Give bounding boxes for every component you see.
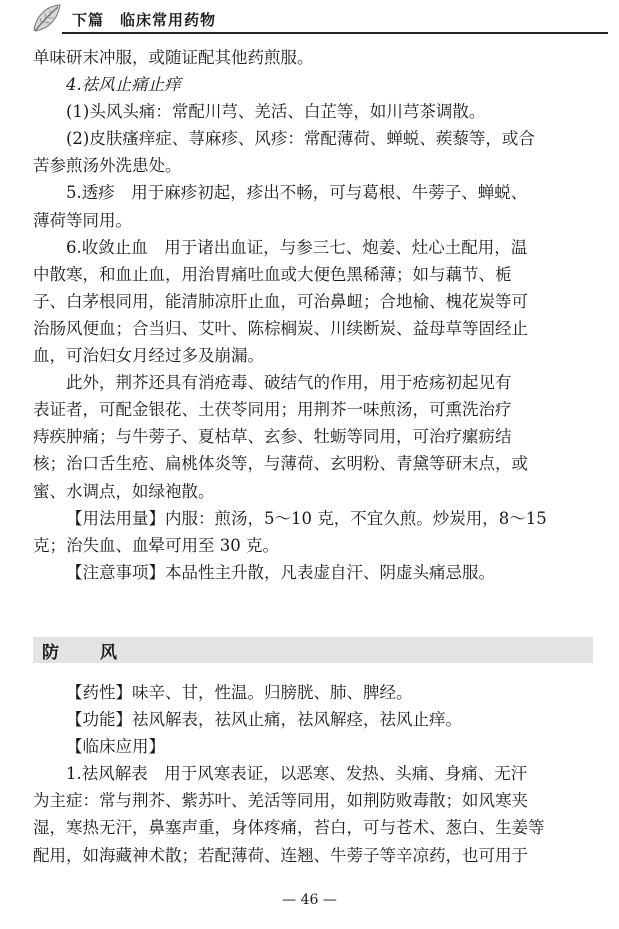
text-line: 1.祛风解表 用于风寒表证，以恶寒、发热、头痛、身痛、无汗: [66, 764, 528, 784]
text-line: (1)头风头痛：常配川芎、羌活、白芷等，如川芎茶调散。: [66, 102, 486, 122]
text-line: 配用，如海藏神术散；若配薄荷、连翘、牛蒡子等辛凉药，也可用于: [33, 845, 528, 865]
text-line: 血，可治妇女月经过多及崩漏。: [33, 346, 264, 366]
text-line: 薄荷等同用。: [33, 210, 132, 230]
text-block-lower: [33, 679, 593, 869]
text-line: 【药性】味辛、甘，性温。归膀胱、肺、脾经。: [66, 683, 413, 702]
text-line: 单味研末冲服，或随证配其他药煎服。: [33, 48, 314, 67]
leaf-icon: [30, 2, 64, 36]
text-line: 表证者，可配金银花、土茯苓同用；用荆芥一味煎汤，可熏洗治疗: [33, 400, 512, 420]
text-line: 6.收敛止血 用于诸出血证，与参三七、炮姜、灶心土配用，温: [66, 237, 528, 257]
section-heading-title: 防 风: [42, 643, 129, 663]
text-line: 子、白茅根同用，能清肺凉肝止血，可治鼻衄；合地榆、槐花炭等可: [33, 291, 528, 311]
text-line: 克；治失血、血晕可用至 30 克。: [33, 535, 279, 555]
page-number: — 46 —: [282, 892, 337, 908]
text-line: 痔疾肿痛；与牛蒡子、夏枯草、玄参、牡蛎等同用，可治疗瘰疬结: [33, 427, 512, 447]
text-line: 核；治口舌生疮、扁桃体炎等，与薄荷、玄明粉、青黛等研末点，或: [33, 454, 528, 474]
text-line: 苦参煎汤外洗患处。: [33, 156, 182, 176]
header-rule: [62, 32, 608, 34]
text-line: 蜜、水调点，如绿袍散。: [33, 481, 215, 501]
text-line: 4.祛风止痛止痒: [66, 75, 181, 95]
header-part-label: 下篇: [72, 11, 105, 29]
text-line: 【临床应用】: [66, 737, 165, 757]
text-line: 为主症：常与荆芥、紫苏叶、羌活等同用，如荆防败毒散；如风寒夹: [33, 791, 528, 811]
text-line: 【用法用量】内服：煎汤，5～10 克，不宜久煎。炒炭用，8～15: [66, 508, 547, 528]
text-line: 5.透疹 用于麻疹初起，疹出不畅，可与葛根、牛蒡子、蝉蜕、: [66, 183, 528, 203]
text-line: 【注意事项】本品性主升散，凡表虚自汗、阴虚头痛忌服。: [66, 562, 495, 582]
text-line: 湿，寒热无汗，鼻塞声重，身体疼痛，苔白，可与苍术、葱白、生姜等: [33, 818, 545, 838]
text-line: 治肠风便血；合当归、艾叶、陈棕榈炭、川续断炭、益母草等固经止: [33, 318, 528, 338]
header-chapter-title: 临床常用药物: [120, 11, 217, 29]
text-line: 【功能】祛风解表，祛风止痛，祛风解痉，祛风止痒。: [66, 710, 462, 730]
text-block-upper: [33, 44, 593, 586]
text-line: 此外，荆芥还具有消疮毒、破结气的作用，用于疮疡初起见有: [66, 373, 512, 393]
text-line: (2)皮肤瘙痒症、荨麻疹、风疹：常配薄荷、蝉蜕、蒺藜等，或合: [66, 129, 535, 149]
running-header: [0, 0, 619, 38]
text-line: 中散寒，和血止血，用治胃痛吐血或大便色黑稀薄；如与藕节、栀: [33, 264, 512, 284]
